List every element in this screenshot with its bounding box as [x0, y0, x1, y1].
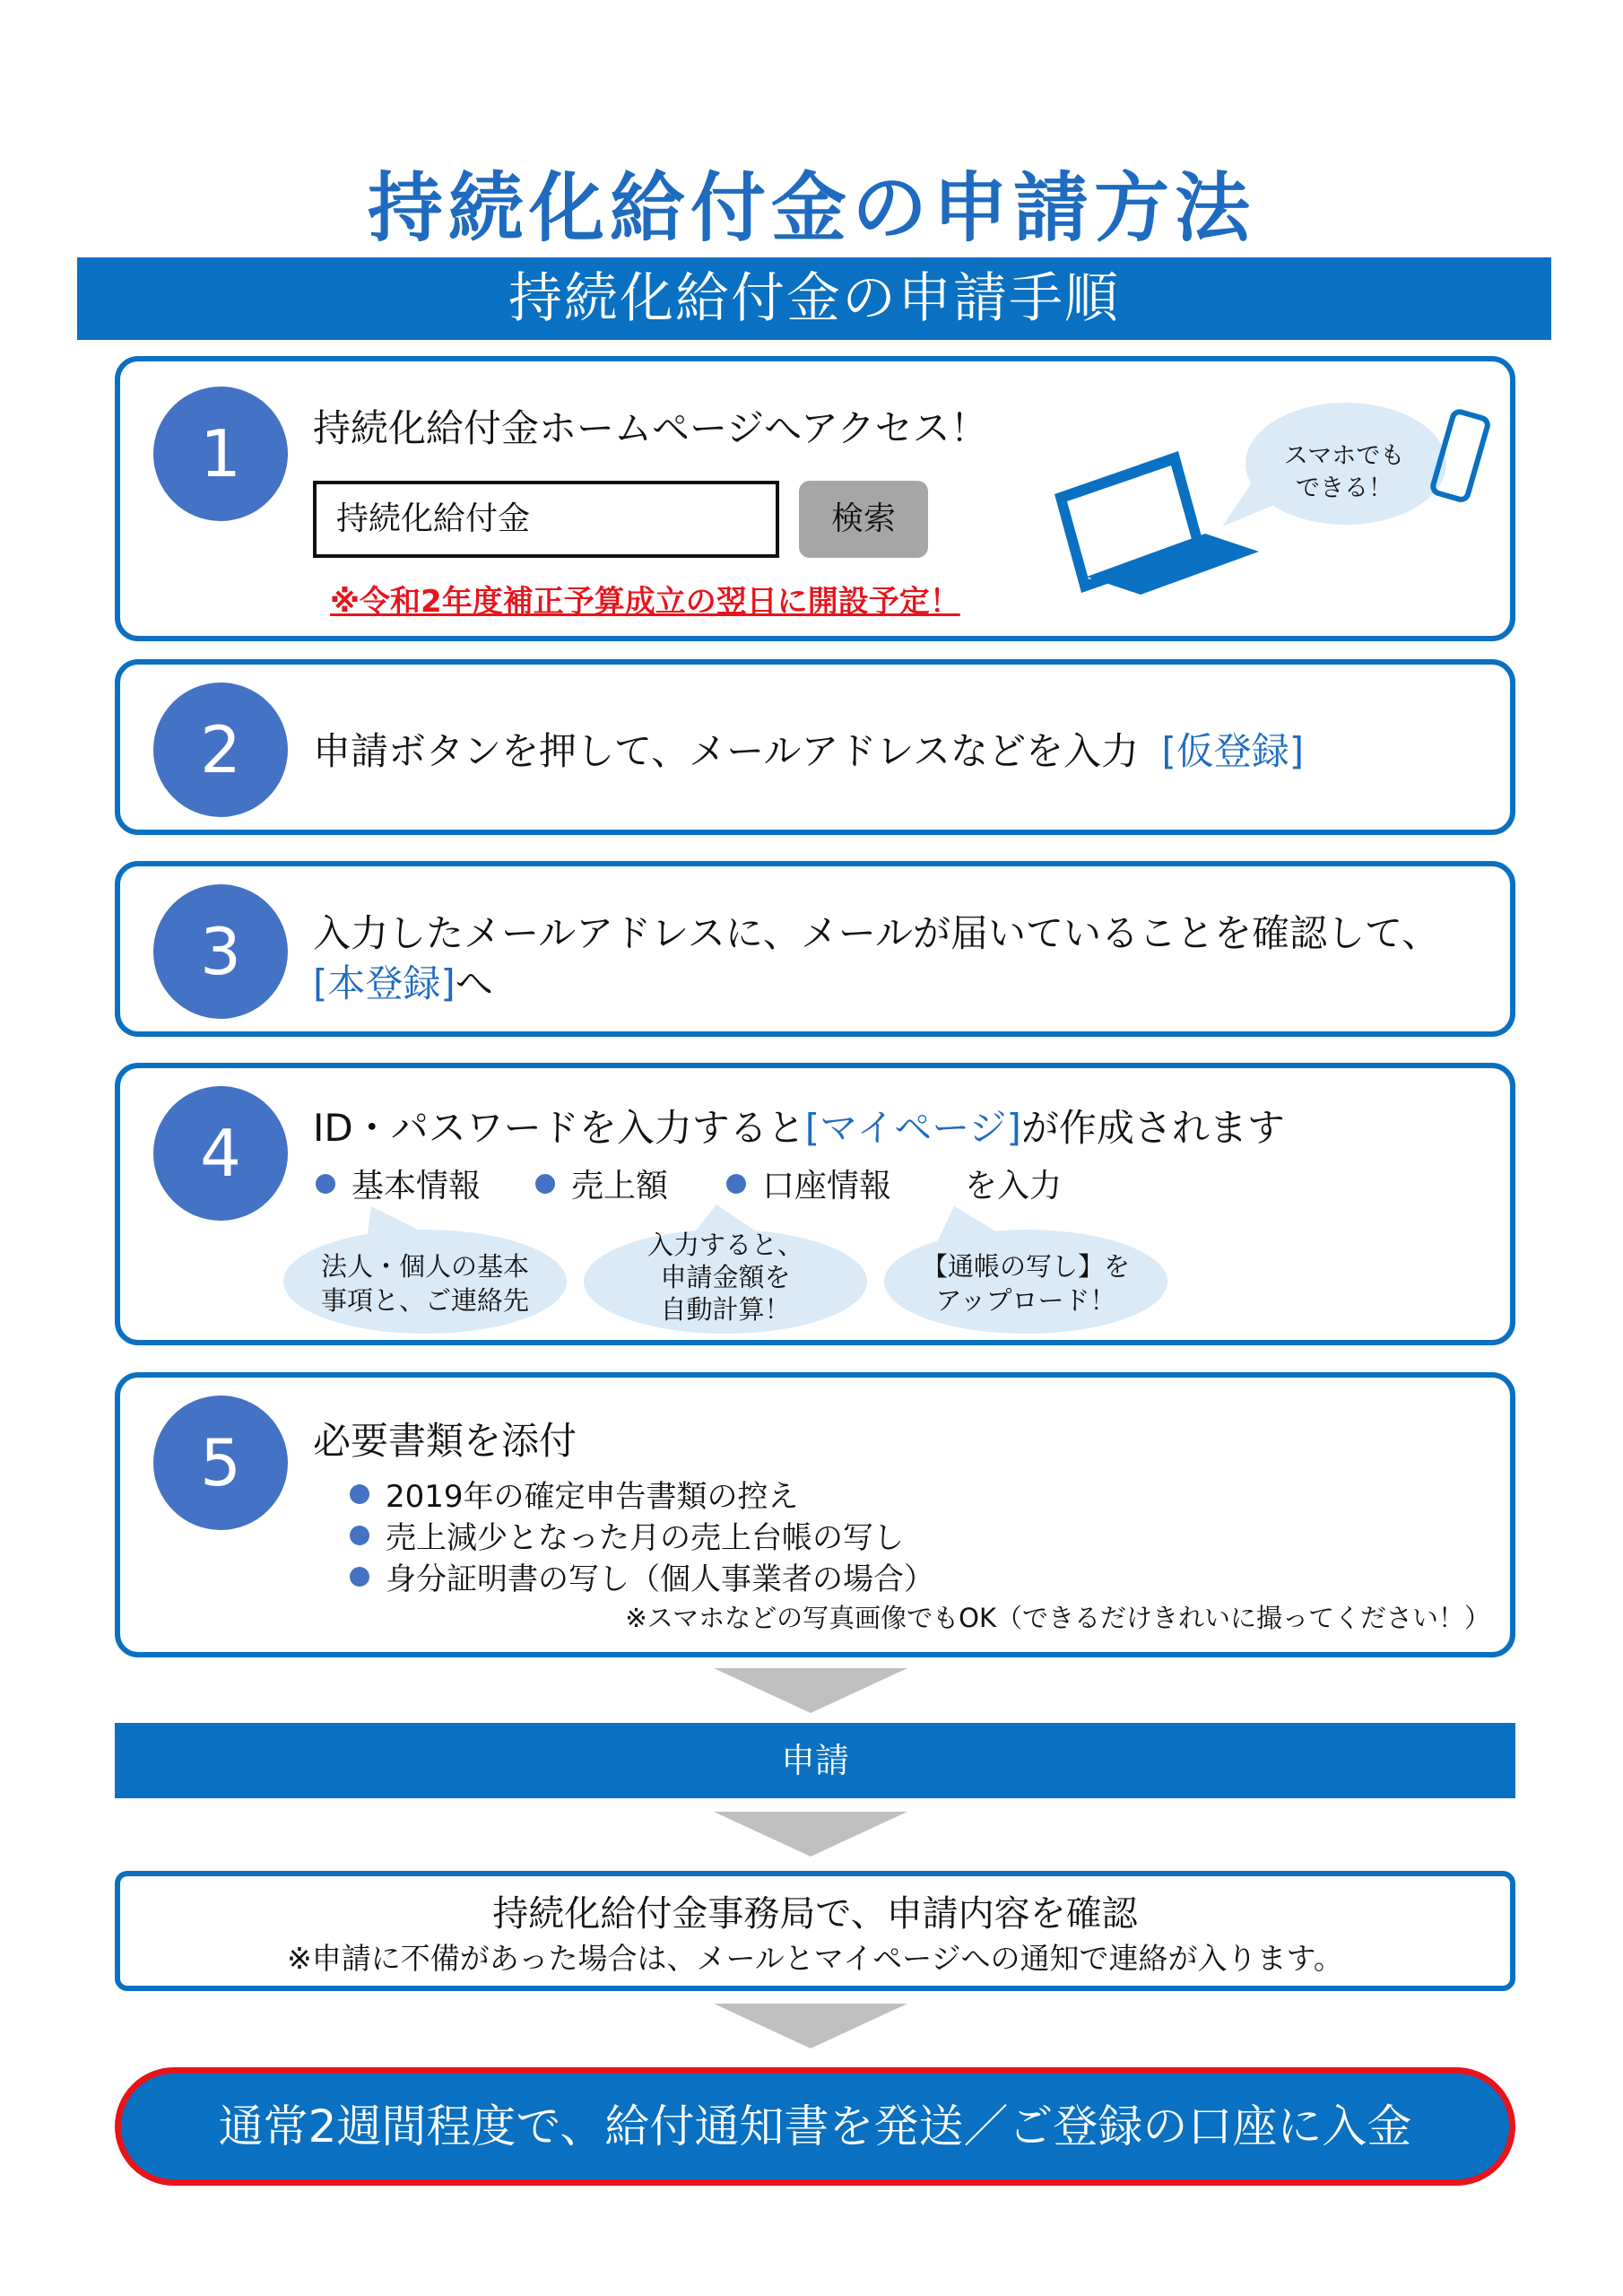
bullet-icon [535, 1174, 555, 1194]
bubble-text-2: できる！ [1296, 474, 1393, 502]
review-line2: ※申請に不備があった場合は、メールとマイページへの通知で連絡が入ります。 [287, 1941, 1343, 1976]
step-4-item-3: 口座情報 [726, 1161, 891, 1206]
step-2-label: 申請ボタンを押して、メールアドレスなどを入力 [313, 729, 1140, 773]
step-number-5: 5 [153, 1396, 288, 1530]
bubble-basic-line2: 事項と、ご連絡先 [320, 1285, 529, 1316]
bubble-sales-line2: 申請金額を [660, 1262, 791, 1292]
bubble-text-1: スマホでも [1283, 442, 1405, 470]
step-5-heading: 必要書類を添付 [313, 1419, 577, 1463]
bubble-account-line1: 【通帳の写し】を [921, 1251, 1130, 1282]
section-header: 持続化給付金の申請手順 [77, 257, 1551, 340]
step-3-highlight: [本登録] [313, 961, 456, 1005]
step-1-heading: 持続化給付金ホームページへアクセス！ [313, 406, 988, 450]
bubble-basic-line1: 法人・個人の基本 [320, 1251, 529, 1282]
search-input[interactable]: 持続化給付金 [313, 481, 779, 558]
step-4-item-1: 基本情報 [316, 1161, 481, 1206]
step-number-4: 4 [153, 1086, 288, 1221]
bullet-icon [350, 1484, 369, 1504]
step-4-box [115, 1063, 1515, 1345]
step-number-2: 2 [153, 683, 288, 817]
step-5-item-1: 2019年の確定申告書類の控え [350, 1472, 799, 1516]
apply-bar: 申請 [115, 1723, 1515, 1798]
step-3-line2 [313, 954, 493, 1008]
down-arrow-icon [714, 1668, 907, 1713]
bubble-account-line2: アップロード！ [935, 1285, 1116, 1316]
step-5-note: ※スマホなどの写真画像でもOK（できるだけきれいに撮ってください！） [625, 1603, 1490, 1633]
step-4-highlight: [マイページ] [804, 1106, 1021, 1150]
bullet-icon [350, 1526, 369, 1545]
search-button[interactable]: 検索 [799, 481, 928, 558]
review-box [115, 1871, 1515, 1991]
step-5-box [115, 1372, 1515, 1657]
bullet-icon [350, 1567, 369, 1587]
page-title: 持続化給付金の申請方法 [367, 164, 1255, 252]
step-number-3: 3 [153, 884, 288, 1019]
step-4-prefix: ID・パスワードを入力すると [313, 1106, 805, 1150]
step-4-heading [313, 1099, 1285, 1152]
down-arrow-icon [714, 1812, 907, 1857]
step-3-line1: 入力したメールアドレスに、メールが届いていることを確認して、 [313, 911, 1440, 955]
step-5-item-2: 売上減少となった月の売上台帳の写し [350, 1513, 904, 1557]
bubble-sales-line3: 自動計算！ [660, 1294, 791, 1325]
step-4-suffix: が作成されます [1020, 1106, 1285, 1150]
step-5-item-3: 身分証明書の写し（個人事業者の場合） [350, 1554, 934, 1598]
step-3-box [115, 861, 1515, 1037]
step-1-box [115, 356, 1515, 641]
step-2-text [313, 722, 1304, 776]
final-message: 通常2週間程度で、給付通知書を発送／ご登録の口座に入金 [115, 2067, 1515, 2186]
step-3-suffix: へ [455, 961, 493, 1005]
bubble-sales-line1: 入力すると、 [647, 1230, 803, 1260]
step-2-box [115, 659, 1515, 835]
bullet-icon [726, 1174, 746, 1194]
smartphone-icon [1429, 408, 1490, 507]
step-4-item-2: 売上額 [535, 1161, 668, 1206]
step-4-items-suffix: を入力 [965, 1168, 1063, 1205]
bullet-icon [316, 1174, 335, 1194]
step-2-highlight: [仮登録] [1161, 729, 1305, 773]
review-line1: 持続化給付金事務局で、申請内容を確認 [492, 1893, 1138, 1935]
down-arrow-icon [714, 2004, 907, 2048]
step-number-1: 1 [153, 387, 288, 521]
step-1-note: ※令和2年度補正予算成立の翌日に開設予定！ [330, 584, 960, 620]
